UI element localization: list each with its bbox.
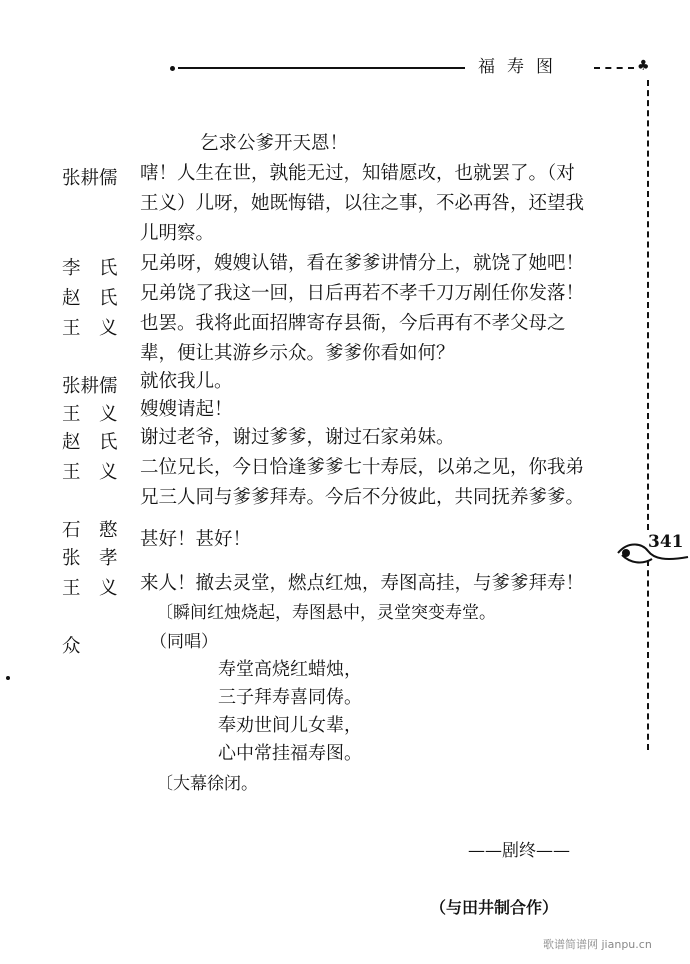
dialogue-line: 也罢。我将此面招牌寄存县衙，今后再有不孝父母之 [140,313,566,334]
dialogue-line: 谢过老爷，谢过爹爹，谢过石家弟妹。 [140,427,455,448]
speaker-label: 张耕儒 [62,376,118,397]
dialogue-line: 辈，便让其游乡示众。爹爹你看如何？ [140,343,455,364]
song-line: 寿堂高烧红蜡烛， [218,659,362,680]
stage-direction: 〔大幕徐闭。 [156,774,258,794]
song-line: 奉劝世间儿女辈， [218,715,362,736]
song-line: 三子拜寿喜同俦。 [218,687,362,708]
header-rule [178,67,465,69]
clover-icon: ♣ [637,58,650,74]
end-mark: ——剧终—— [468,841,570,861]
dialogue-line: 兄弟呀，嫂嫂认错，看在爹爹讲情分上，就饶了她吧！ [140,253,585,274]
watermark: 歌谱简谱网 jianpu.cn [543,938,652,951]
stage-direction: 〔瞬间红烛烧起，寿图悬中，灵堂突变寿堂。 [156,603,496,623]
margin-dot [6,676,10,680]
header-dash [594,67,634,69]
margin-dashed-line [647,80,649,530]
page-number: 341 [648,532,684,552]
speaker-label: 王 义 [62,578,118,599]
dialogue-line: 儿明察。 [140,223,215,244]
margin-dashed-line-lower [647,560,649,750]
speaker-label: 李 氏 [62,258,118,279]
dialogue-line: 乞求公爹开天恩！ [200,133,349,154]
chorus-speaker: 众 [62,636,81,657]
speaker-label: 赵 氏 [62,288,118,309]
header-title: 福寿图 [478,57,565,77]
dialogue-line: 嫂嫂请起！ [140,399,233,420]
header-dot [170,66,175,71]
dialogue-line: 就依我儿。 [140,371,233,392]
speaker-label: 王 义 [62,462,118,483]
speaker-label: 张 孝 [62,548,118,569]
dialogue-line: 嗐！人生在世，孰能无过，知错愿改，也就罢了。（对 [140,163,575,184]
speaker-label: 赵 氏 [62,432,118,453]
dialogue-line: 王义）儿呀，她既悔错，以往之事，不必再咎，还望我 [140,193,585,214]
dialogue-line: 二位兄长，今日恰逢爹爹七十寿辰，以弟之见，你我弟 [140,457,585,478]
dialogue-line: 兄弟饶了我这一回，日后再若不孝千刀万剐任你发落！ [140,283,585,304]
chorus-label: （同唱） [150,632,218,652]
speaker-label: 王 义 [62,404,118,425]
dialogue-line: 兄三人同与爹爹拜寿。今后不分彼此，共同抚养爹爹。 [140,487,585,508]
speaker-label: 石 憨 [62,520,118,541]
song-line: 心中常挂福寿图。 [218,743,362,764]
dialogue-line: 甚好！甚好！ [140,529,252,550]
speaker-label: 张耕儒 [62,168,118,189]
speaker-label: 王 义 [62,318,118,339]
credit-line: （与田井制合作） [430,898,559,917]
dialogue-line: 来人！撤去灵堂，燃点红烛，寿图高挂，与爹爹拜寿！ [140,573,585,594]
